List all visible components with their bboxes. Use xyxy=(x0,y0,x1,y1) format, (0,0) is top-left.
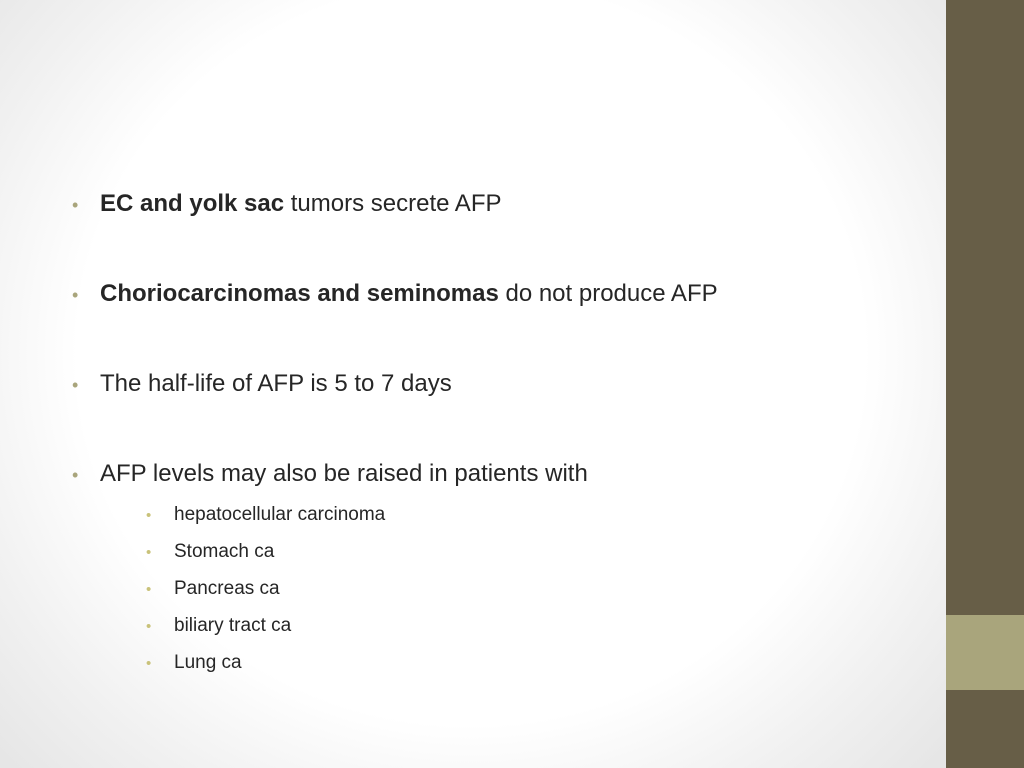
sub-bullet-text: biliary tract ca xyxy=(174,615,292,636)
bullet-text: tumors secrete AFP xyxy=(284,190,502,217)
bullet-marker: • xyxy=(72,465,79,485)
sub-bullet-text: hepatocellular carcinoma xyxy=(174,504,386,525)
sub-bullet-marker: • xyxy=(146,544,152,561)
sub-bullet-text: Lung ca xyxy=(174,652,242,673)
bullet-text: The half-life of AFP is 5 to 7 days xyxy=(100,370,452,397)
bullet-text: AFP levels may also be raised in patients with xyxy=(100,460,588,487)
sub-bullet-marker: • xyxy=(146,655,152,672)
bullet-item xyxy=(72,279,718,310)
sub-bullet-item xyxy=(146,577,280,602)
bullet-item xyxy=(72,189,501,220)
sub-bullet-marker: • xyxy=(146,507,152,524)
bullet-text: do not produce AFP xyxy=(498,280,718,307)
bullet-bold-text: EC and yolk sac xyxy=(100,190,285,217)
bullet-item xyxy=(72,369,452,400)
bullet-item xyxy=(72,459,588,490)
sub-bullet-item xyxy=(146,540,274,565)
sub-bullet-item xyxy=(146,614,291,639)
decorative-sidebar xyxy=(946,0,1024,768)
sub-bullet-item xyxy=(146,503,385,528)
bullet-bold-text: Choriocarcinomas and seminomas xyxy=(100,280,499,307)
sub-bullet-marker: • xyxy=(146,581,152,598)
bullet-marker: • xyxy=(72,285,79,305)
sub-bullet-text: Pancreas ca xyxy=(174,578,280,599)
sub-bullet-item xyxy=(146,651,242,676)
sub-bullet-marker: • xyxy=(146,618,152,635)
bullet-marker: • xyxy=(72,195,79,215)
sub-bullet-text: Stomach ca xyxy=(174,541,275,562)
sidebar-accent-block xyxy=(946,615,1024,690)
bullet-marker: • xyxy=(72,375,79,395)
